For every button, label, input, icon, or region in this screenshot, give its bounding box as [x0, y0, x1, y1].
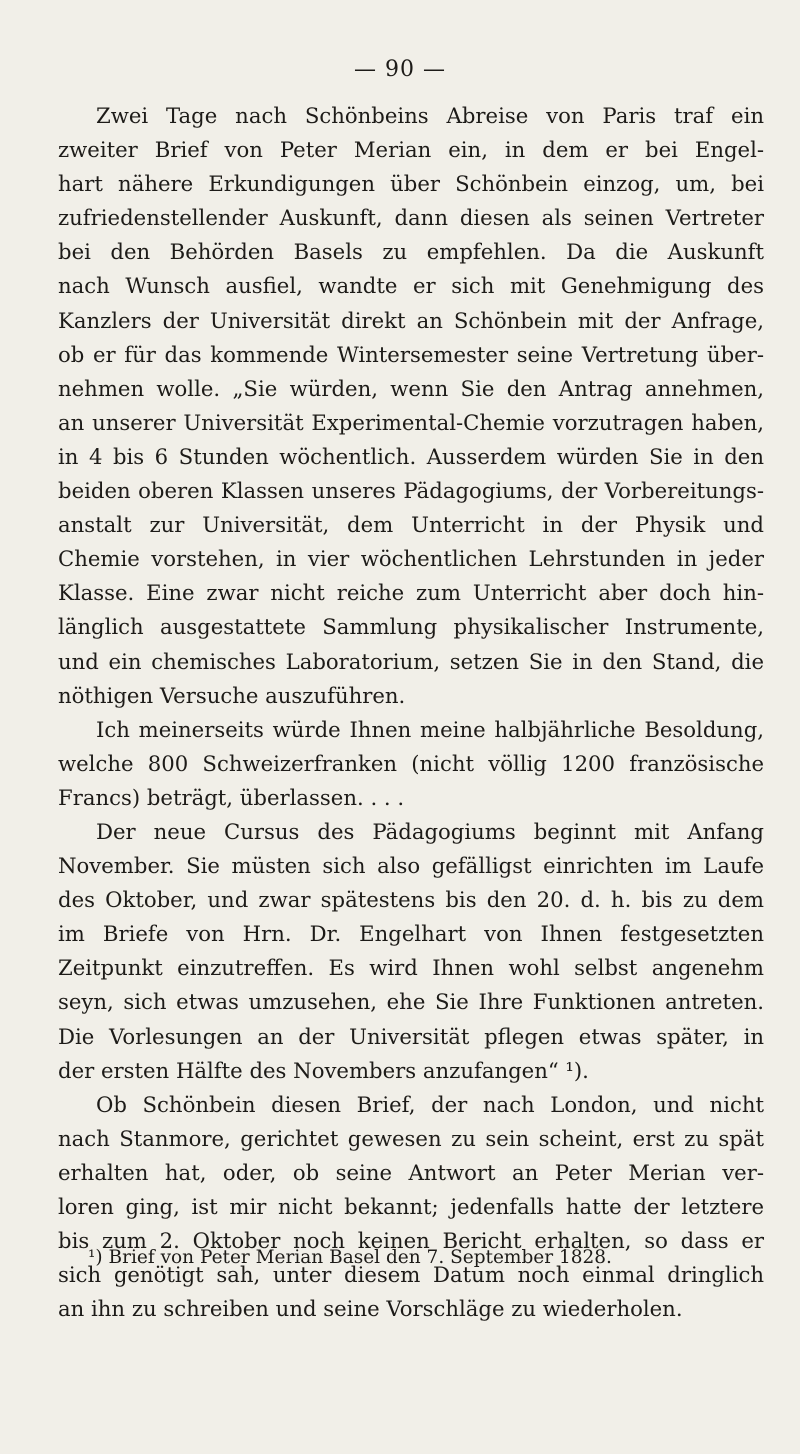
text-line: und ein chemisches Laboratorium, setzen Sie in den Stand, die	[58, 648, 764, 674]
footnote-marker: ¹)	[88, 1247, 103, 1268]
text-line: November. Sie müsten sich also gefälligst einrichten im Laufe	[58, 853, 764, 879]
text-line: nach Stanmore, gerichtet gewesen zu sein scheint, erst zu spät	[58, 1125, 764, 1151]
text-line: bis zum 2. Oktober noch keinen Bericht erhalten, so dass er	[58, 1228, 764, 1254]
text-line: Zwei Tage nach Schönbeins Abreise von Paris traf ein	[96, 103, 764, 128]
text-line: nach Wunsch ausfiel, wandte er sich mit Genehmigung des	[58, 273, 764, 299]
footnote-text: Brief von Peter Merian Basel den 7. September 1828.	[108, 1247, 612, 1268]
text-line: bei den Behörden Basels zu empfehlen. Da die Auskunft	[58, 239, 764, 265]
body-text	[58, 99, 764, 1326]
text-line: Zeitpunkt einzutreffen. Es wird Ihnen wohl selbst angenehm	[58, 955, 764, 981]
text-line: erhalten hat, oder, ob seine Antwort an Peter Merian ver-	[58, 1159, 764, 1185]
text-line: nehmen wolle. „Sie würden, wenn Sie den Antrag annehmen,	[58, 375, 764, 401]
text-line: Ich meinerseits würde Ihnen meine halbjährliche Besoldung,	[96, 716, 764, 742]
text-line: im Briefe von Hrn. Dr. Engelhart von Ihnen festgesetzten	[58, 921, 764, 947]
text-line: Francs) beträgt, überlassen. . . .	[58, 784, 405, 810]
text-line: hart nähere Erkundigungen über Schönbein einzog, um, bei	[58, 171, 764, 197]
text-line: länglich ausgestattete Sammlung physikalischer Instrumente,	[58, 614, 764, 640]
text-line: Die Vorlesungen an der Universität pflegen etwas später, in	[58, 1023, 764, 1049]
text-line: Ob Schönbein diesen Brief, der nach London, und nicht	[96, 1091, 764, 1117]
text-line: beiden oberen Klassen unseres Pädagogiums, der Vorbereitungs-	[58, 478, 764, 504]
text-line: in 4 bis 6 Stunden wöchentlich. Ausserdem würden Sie in den	[58, 443, 764, 469]
text-line: zweiter Brief von Peter Merian ein, in dem er bei Engel-	[58, 137, 764, 163]
text-line: zufriedenstellender Auskunft, dann diesen als seinen Vertreter	[58, 205, 764, 231]
page-number: — 90 —	[354, 57, 446, 82]
text-line: an ihn zu schreiben und seine Vorschläge zu wiederholen.	[58, 1296, 683, 1322]
text-line: sich genötigt sah, unter diesem Datum noch einmal dringlich	[58, 1262, 764, 1288]
text-line: Der neue Cursus des Pädagogiums beginnt mit Anfang	[96, 818, 764, 844]
text-line: seyn, sich etwas umzusehen, ehe Sie Ihre Funktionen antreten.	[58, 989, 764, 1015]
text-line: loren ging, ist mir nicht bekannt; jedenfalls hatte der letztere	[58, 1194, 764, 1219]
text-line: Klasse. Eine zwar nicht reiche zum Unterricht aber doch hin-	[58, 580, 764, 606]
text-line: welche 800 Schweizerfranken (nicht völlig 1200 französische	[58, 750, 764, 776]
footnote	[88, 1245, 768, 1271]
text-line: der ersten Hälfte des Novembers anzufangen“ ¹).	[58, 1057, 589, 1083]
text-line: anstalt zur Universität, dem Unterricht in der Physik und	[58, 512, 764, 538]
text-line: nöthigen Versuche auszuführen.	[58, 682, 406, 708]
text-line: an unserer Universität Experimental-Chemie vorzutragen haben,	[58, 409, 764, 435]
text-line: Chemie vorstehen, in vier wöchentlichen Lehrstunden in jeder	[58, 546, 764, 572]
text-line: ob er für das kommende Wintersemester seine Vertretung über-	[58, 341, 764, 367]
text-line: Kanzlers der Universität direkt an Schönbein mit der Anfrage,	[58, 307, 764, 333]
text-line: des Oktober, und zwar spätestens bis den 20. d. h. bis zu dem	[58, 887, 764, 913]
